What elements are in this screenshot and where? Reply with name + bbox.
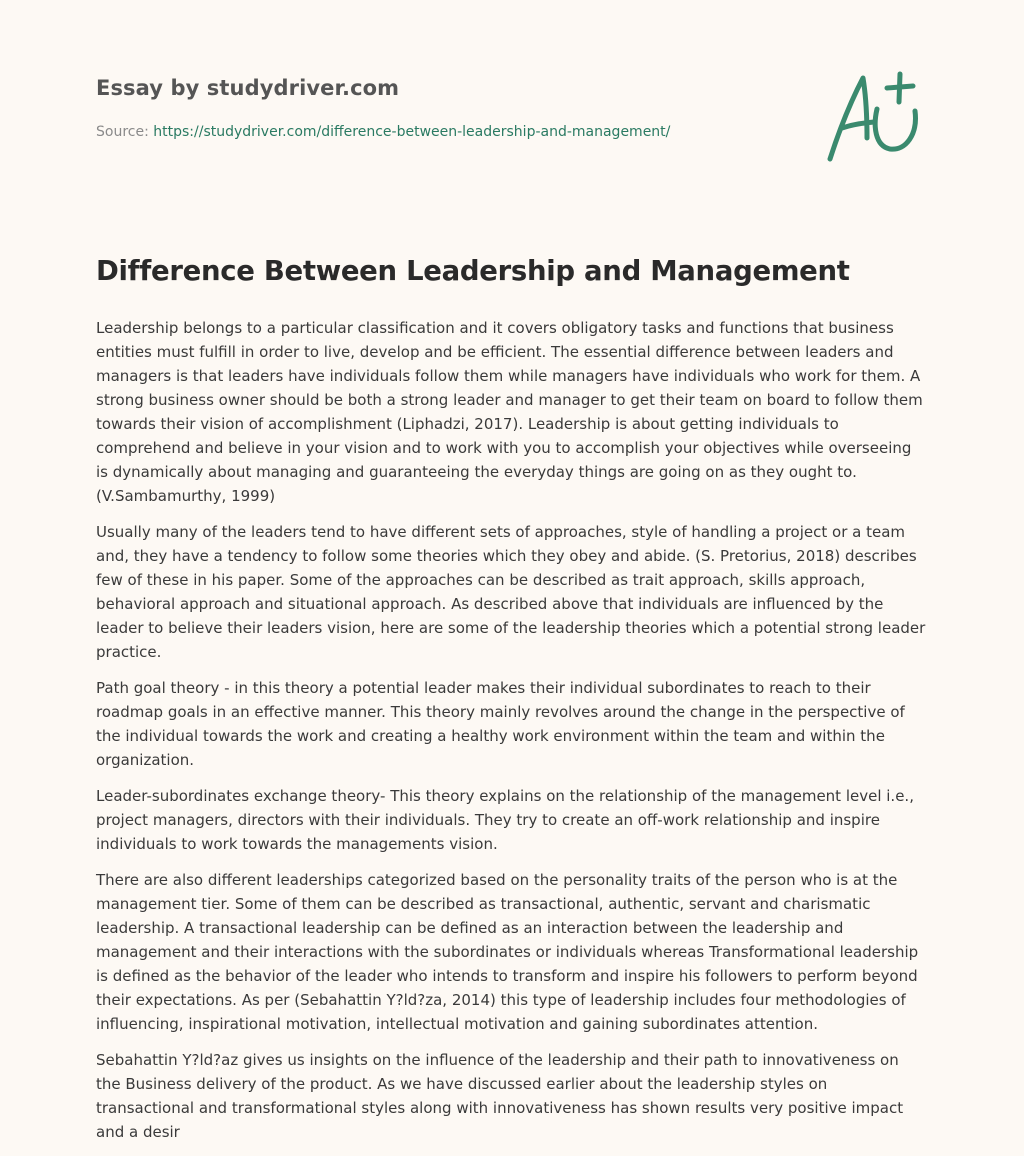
essay-paragraph: Path goal theory - in this theory a potential leader makes their individual subordinates to reach to their roadmap goals in an effective manner. This theory mainly revolves around the change in the perspective of the individual towards the work and creating a healthy work environment within the team and within the organization. [96,679,905,769]
a-plus-logo-icon [820,66,930,166]
essay-paragraph: Sebahattin Y?ld?az gives us insights on the influence of the leadership and their path to innovativeness on the Business delivery of the product. As we have discussed earlier about the leadership styles on transactional and transformational styles along with innovativeness has shown results very positive impact and a desir [96,1051,904,1141]
essay-body [96,316,928,1156]
site-brand: Essay by studydriver.com [96,76,400,100]
essay-paragraph: There are also different leaderships categorized based on the personality traits of the person who is at the management tier. Some of them can be described as transactional, authentic, servant and charismatic leadership. A transactional leadership can be defined as an interaction between the leadership and management and their interactions with the subordinates or individuals whereas Transformational leadership is defined as the behavior of the leader who intends to transform and inspire his followers to perform beyond their expectations. As per (Sebahattin Y?ld?za, 2014) this type of leadership includes four methodologies of influencing, inspirational motivation, intellectual motivation and gaining subordinates attention. [96,871,919,1033]
essay-paragraph: Leader-subordinates exchange theory- This theory explains on the relationship of the management level i.e., project managers, directors with their individuals. They try to create an off-work relationship and inspire individuals to work towards the managements vision. [96,787,914,853]
source-link[interactable]: https://studydriver.com/difference-between-leadership-and-management/ [153,124,671,140]
essay-paragraph: Leadership belongs to a particular classification and it covers obligatory tasks and functions that business entities must fulfill in order to live, develop and be efficient. The essential difference between leaders and managers is that leaders have individuals follow them while managers have individuals who work for them. A strong business owner should be both a strong leader and manager to get their team on board to follow them towards their vision of accomplishment (Liphadzi, 2017). Leadership is about getting individuals to comprehend and believe in your vision and to work with you to accomplish your objectives while overseeing is dynamically about managing and guaranteeing the everyday things are going on as they ought to. (V.Sambamurthy, 1999) [96,319,923,505]
essay-paragraph: Usually many of the leaders tend to have different sets of approaches, style of handling a project or a team and, they have a tendency to follow some theories which they obey and abide. (S. Pretorius, 2018) describes few of these in his paper. Some of the approaches can be described as trait approach, skills approach, behavioral approach and situational approach. As described above that individuals are influenced by the leader to believe their leaders vision, here are some of the leadership theories which a potential strong leader practice. [96,523,926,661]
source-line [96,124,670,140]
source-label: Source: [96,124,149,140]
essay-title: Difference Between Leadership and Management [96,255,850,287]
